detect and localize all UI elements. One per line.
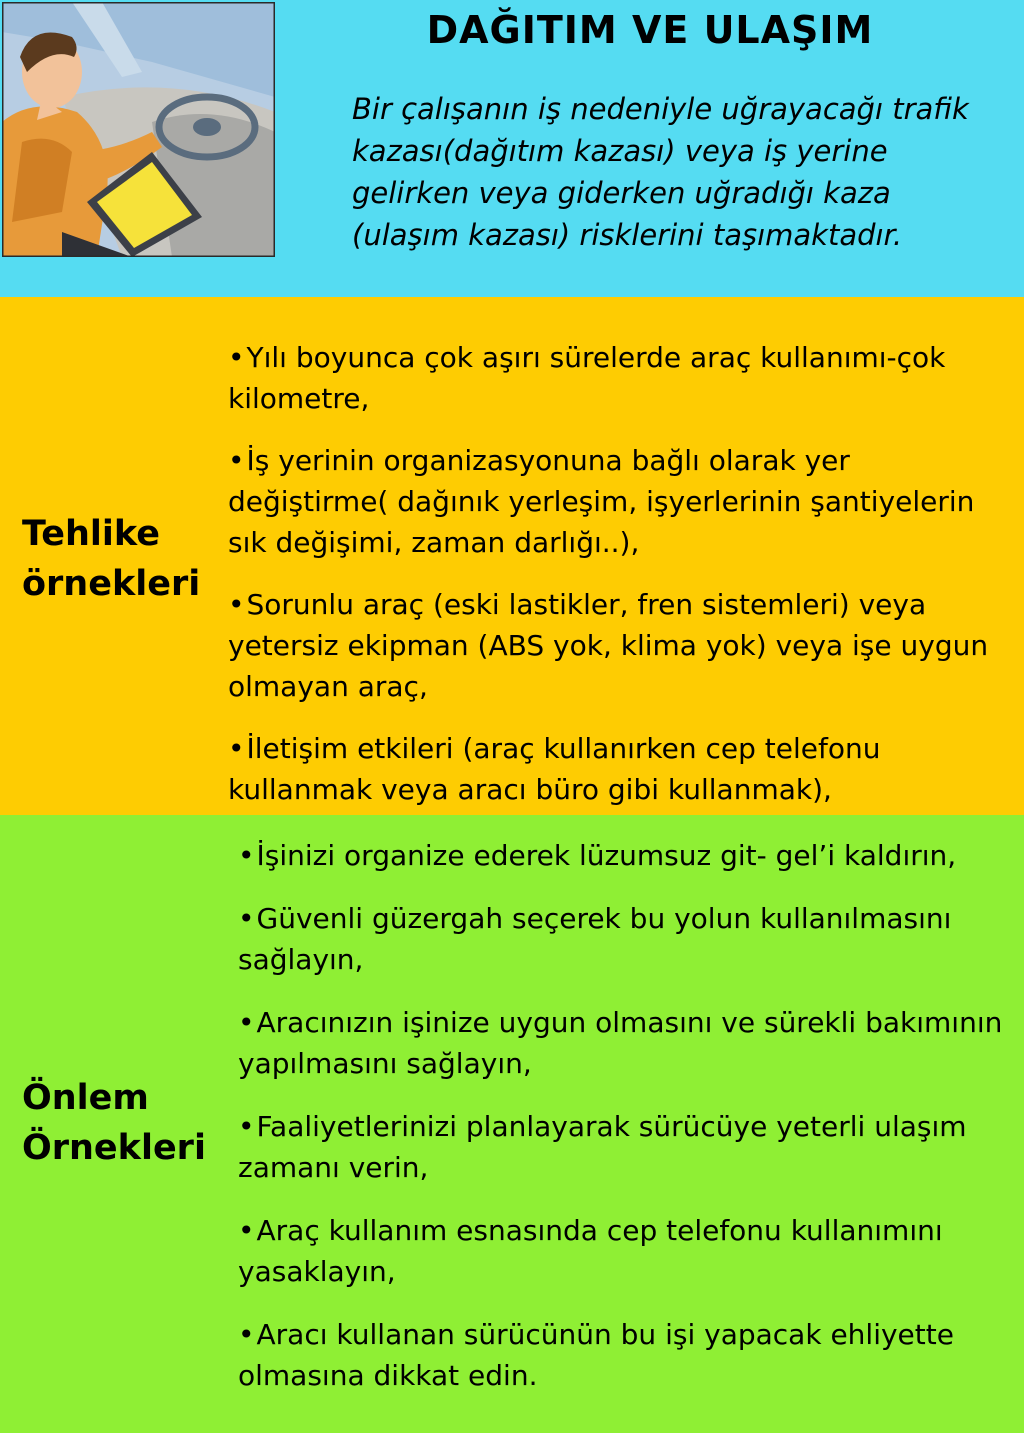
list-item-text: Yılı boyunca çok aşırı sürelerde araç kullanımı-çok kilometre, [228, 341, 946, 415]
bullet-icon: • [228, 341, 245, 374]
list-item-text: İletişim etkileri (araç kullanırken cep telefonu kullanmak veya aracı büro gibi kullanmak), [228, 732, 881, 806]
list-item-text: Faaliyetlerinizi planlayarak sürücüye yeterli ulaşım zamanı verin, [238, 1110, 967, 1184]
bullet-icon: • [228, 588, 245, 621]
list-item [228, 728, 1013, 810]
hazards-label [22, 509, 200, 609]
list-item [238, 1106, 1018, 1188]
bullet-icon: • [238, 1214, 255, 1247]
precautions-label-line1: Önlem [22, 1078, 149, 1118]
intro-paragraph: Bir çalışanın iş nedeniyle uğrayacağı trafik kazası(dağıtım kazası) veya iş yerine gelirken veya giderken uğradığı kaza (ulaşım kazası) risklerini taşımaktadır. [352, 92, 969, 252]
bullet-icon: • [228, 444, 245, 477]
list-item [238, 1002, 1018, 1084]
list-item [238, 1210, 1018, 1292]
list-item-text: İşinizi organize ederek lüzumsuz git- gel’i kaldırın, [256, 839, 957, 872]
precautions-section [0, 815, 1024, 1433]
list-item [238, 1314, 1018, 1396]
bullet-icon: • [238, 1110, 255, 1143]
precautions-label [22, 1073, 206, 1173]
list-item-text: Güvenli güzergah seçerek bu yolun kullanılmasını sağlayın, [238, 902, 952, 976]
precautions-label-line2: Örnekleri [22, 1128, 206, 1168]
hazards-label-line1: Tehlike [22, 514, 160, 554]
bullet-icon: • [238, 902, 255, 935]
precautions-list [238, 835, 1018, 1418]
list-item-text: İş yerinin organizasyonuna bağlı olarak yer değiştirme( dağınık yerleşim, işyerlerinin şantiyelerin sık değişimi, zaman darlığı..), [228, 444, 975, 559]
list-item [228, 337, 1013, 419]
list-item [228, 584, 1013, 707]
list-item-text: Aracınızın işinize uygun olmasını ve sürekli bakımının yapılmasını sağlayın, [238, 1006, 1003, 1080]
list-item-text: Araç kullanım esnasında cep telefonu kullanımını yasaklayın, [238, 1214, 943, 1288]
hazards-label-line2: örnekleri [22, 564, 201, 604]
page-title: DAĞITIM VE ULAŞIM [426, 8, 874, 52]
bullet-icon: • [238, 839, 255, 872]
list-item-text: Sorunlu araç (eski lastikler, fren sistemleri) veya yetersiz ekipman (ABS yok, klima yok) veya işe uygun olmayan araç, [228, 588, 989, 703]
header-section [0, 0, 1024, 297]
hazards-section [0, 297, 1024, 815]
bullet-icon: • [228, 732, 245, 765]
list-item-text: Aracı kullanan sürücünün bu işi yapacak ehliyette olmasına dikkat edin. [238, 1318, 954, 1392]
bullet-icon: • [238, 1318, 255, 1351]
man-driving-with-laptop-illustration [2, 2, 275, 257]
bullet-icon: • [238, 1006, 255, 1039]
list-item [238, 835, 1018, 876]
hazards-list [228, 337, 1013, 831]
list-item [238, 898, 1018, 980]
list-item [228, 440, 1013, 563]
